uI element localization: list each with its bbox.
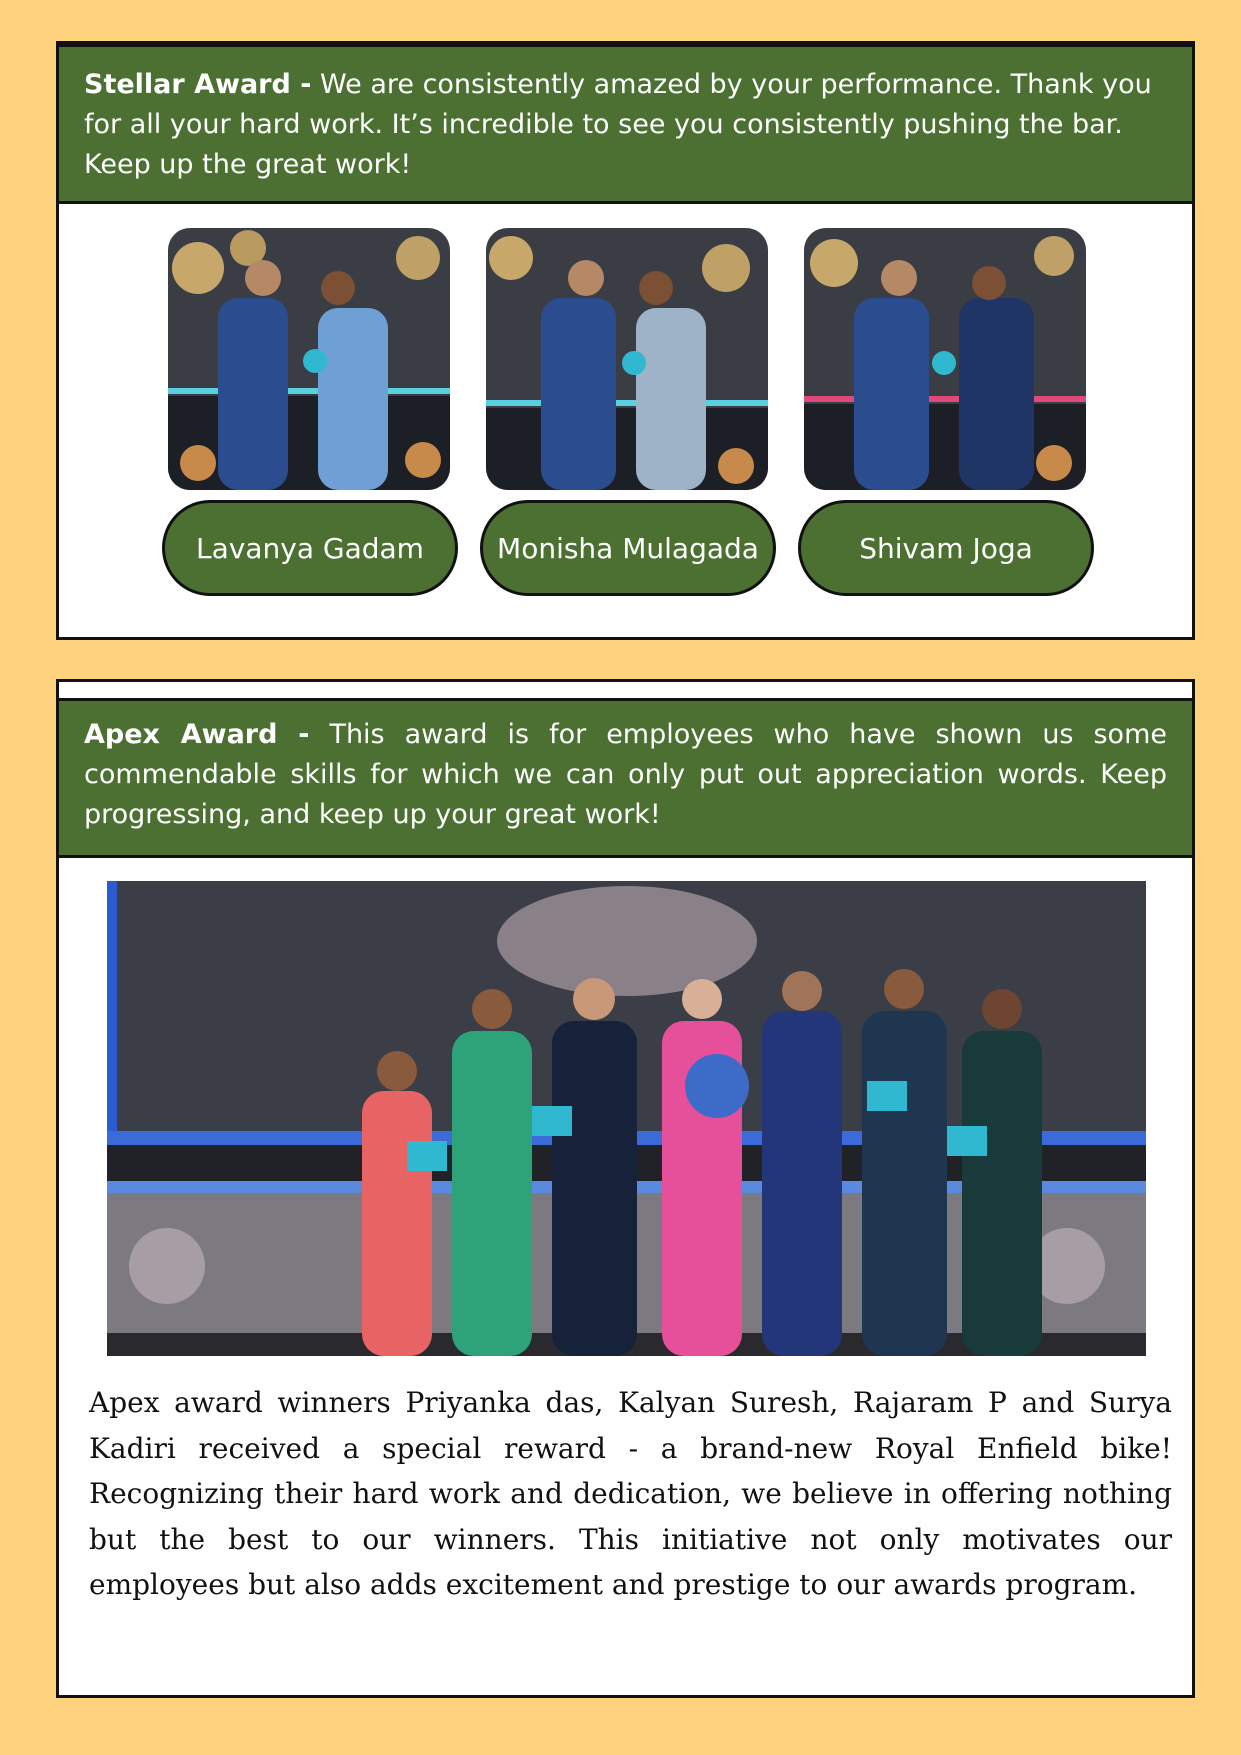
apex-award-description: This award is for employees who have shown us some commendable skills for which we can only put out appreciation words. Keep progressing, and keep up your great work! xyxy=(84,719,1167,830)
winner-name-pill: Shivam Joga xyxy=(798,500,1094,596)
apex-award-banner xyxy=(59,698,1192,858)
winner-photo-3 xyxy=(804,228,1086,490)
winner-name-pill: Lavanya Gadam xyxy=(162,500,458,596)
stellar-award-title: Stellar Award - xyxy=(84,69,312,100)
stellar-award-banner xyxy=(59,44,1192,204)
apex-award-body-text: Apex award winners Priyanka das, Kalyan Suresh, Rajaram P and Surya Kadiri received a special reward - a brand-new Royal Enfield bike! Recognizing their hard work and dedication, we believe in offering nothing but the best to our winners. This initiative not only motivates our employees but also adds excitement and prestige to our awards program. xyxy=(89,1386,1172,1601)
winner-photo-1 xyxy=(168,228,450,490)
apex-award-title: Apex Award - xyxy=(84,719,310,750)
apex-award-card xyxy=(56,679,1195,1698)
stellar-photo-row xyxy=(59,228,1192,490)
stellar-award-card xyxy=(56,41,1195,640)
winner-name-pill: Monisha Mulagada xyxy=(480,500,776,596)
winner-photo-2 xyxy=(486,228,768,490)
stellar-award-description: We are consistently amazed by your performance. Thank you for all your hard work. It’s incredible to see you consistently pushing the bar. Keep up the great work! xyxy=(84,69,1152,180)
apex-group-photo xyxy=(107,881,1146,1356)
